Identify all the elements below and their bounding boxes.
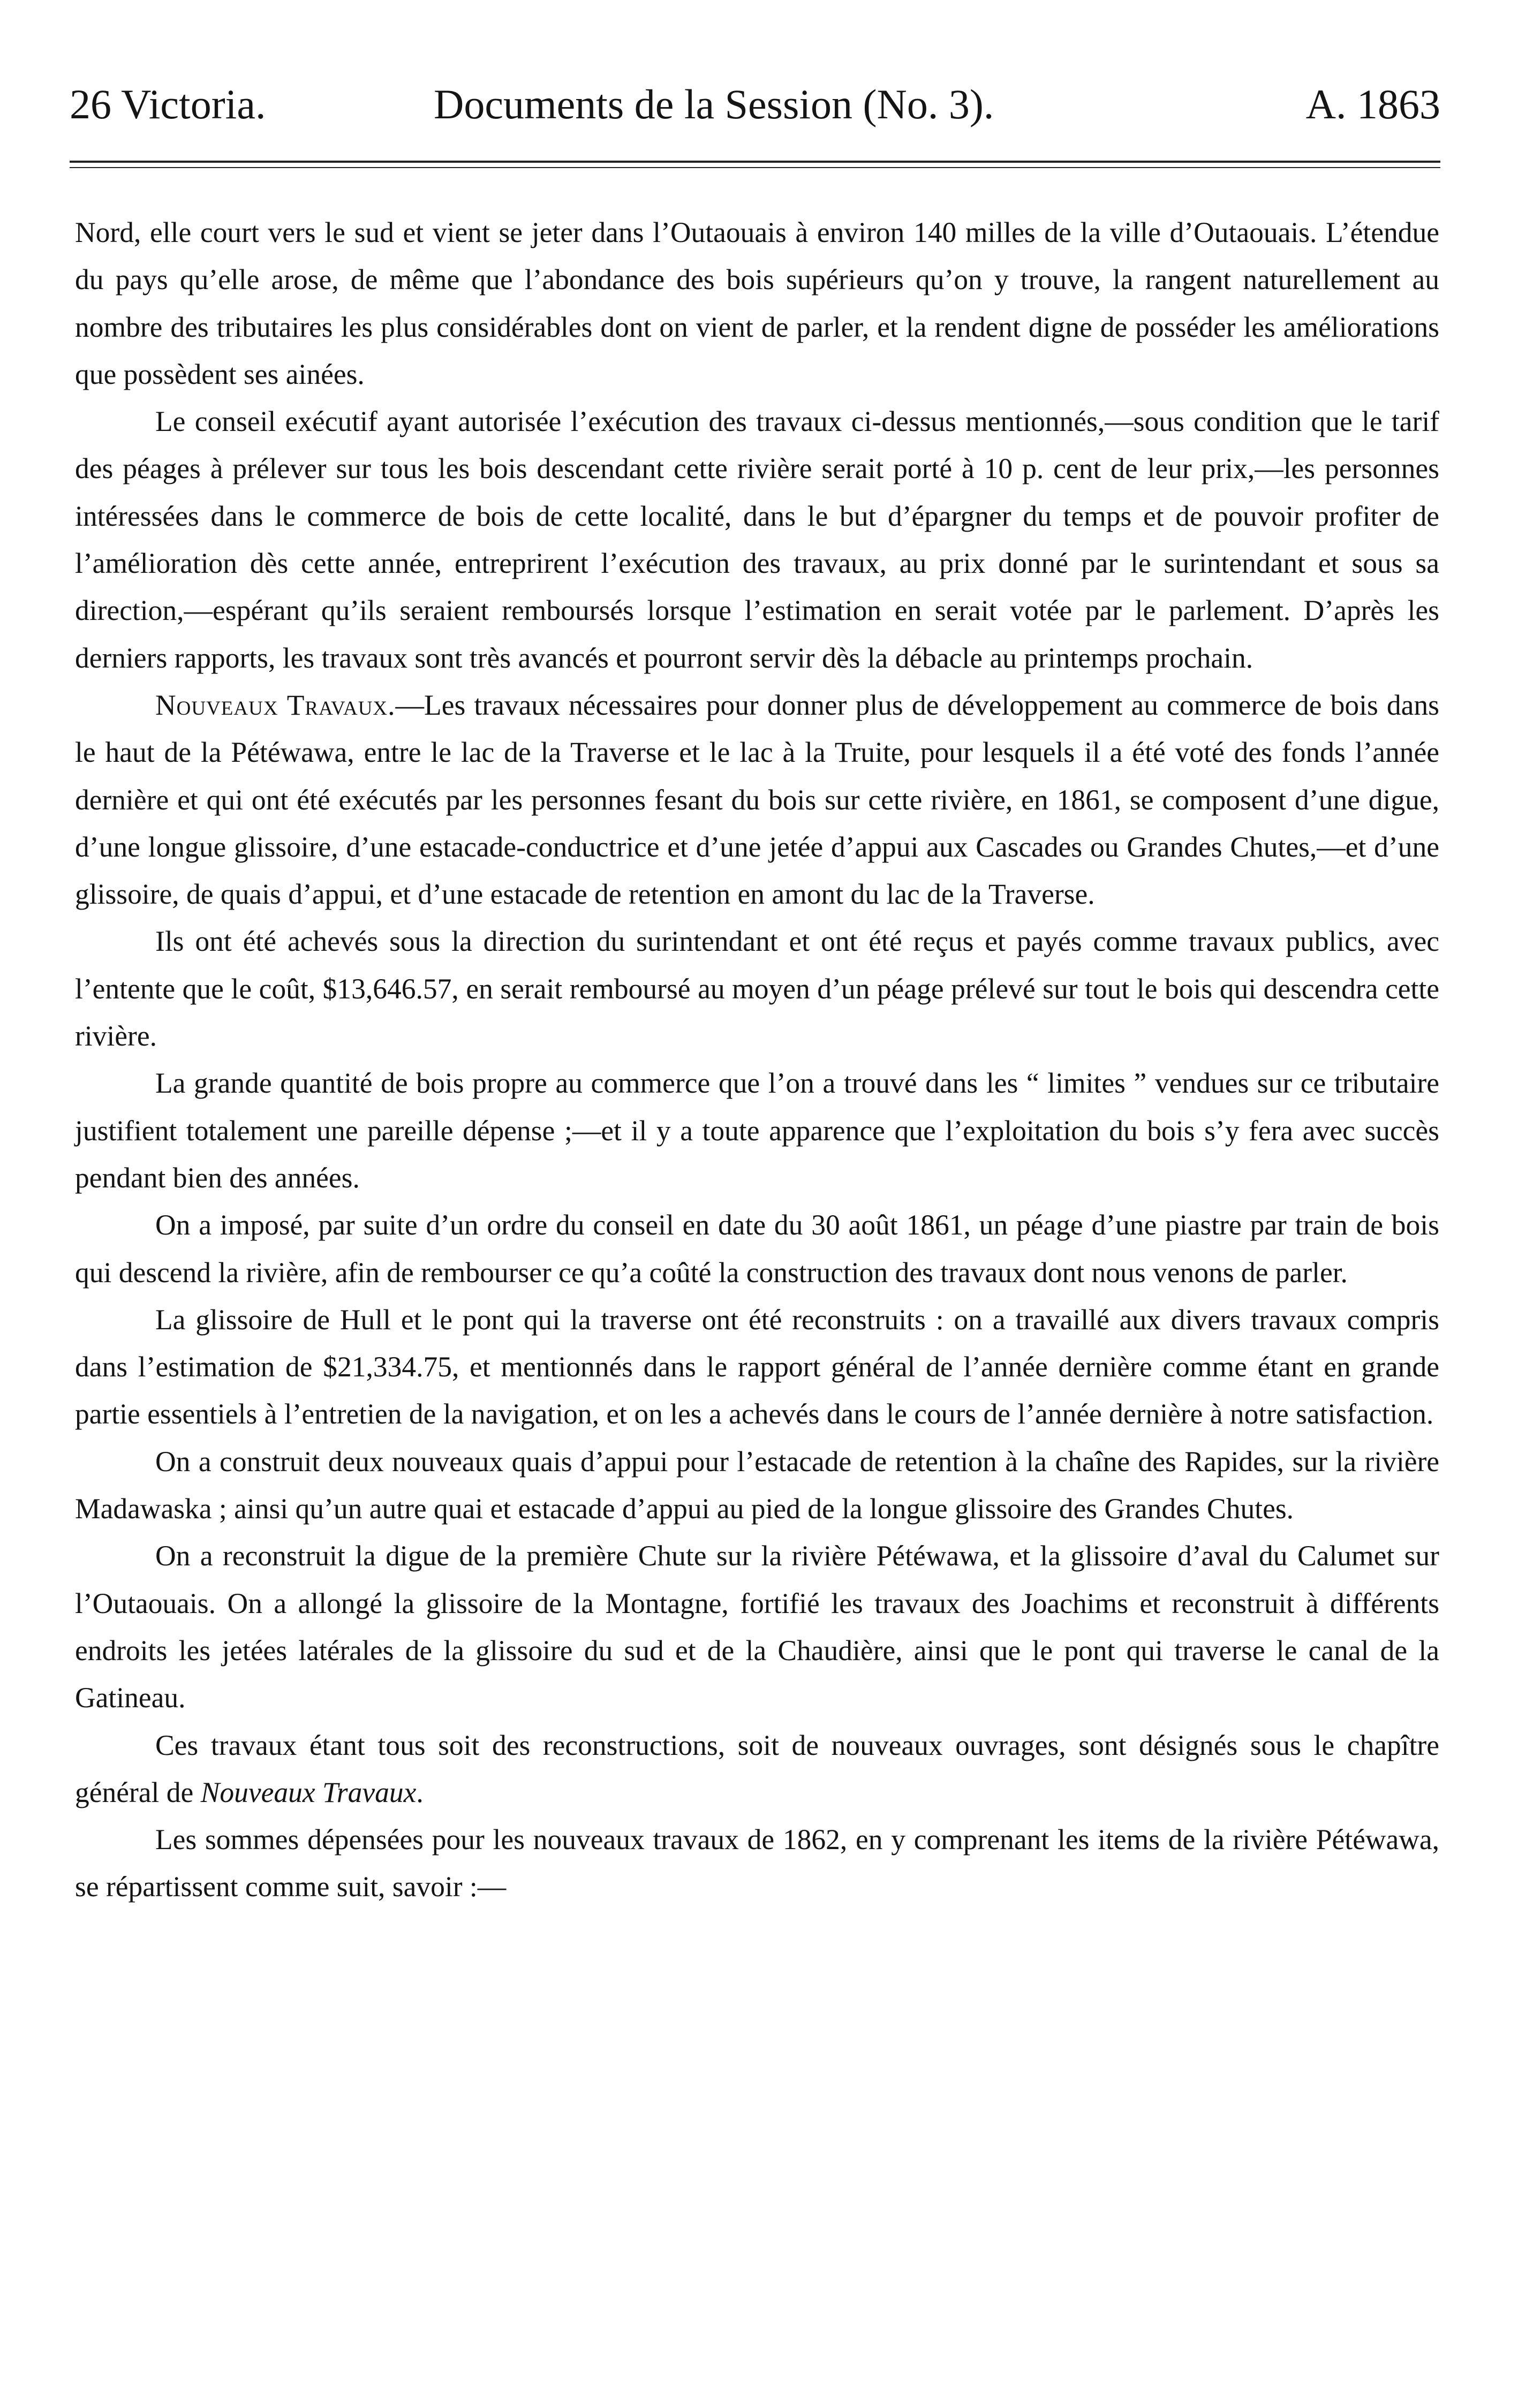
header-year: 26 Victoria. [70, 81, 266, 127]
running-header [70, 80, 1440, 139]
header-title: Documents de la Session (No. 3). [434, 81, 994, 127]
chapter-title: Nouveaux Travaux [200, 1776, 417, 1808]
paragraph-text: —Les travaux nécessaires pour donner plus de développement au commerce de bois dans le haut de la Pétéwawa, entre le lac de la Traverse et le lac à la Truite, pour lesquels il a été voté des fonds l’année dernière et qui ont été exécutés par les personnes fesant du bois sur cette rivière, en 1861, se composent d’une digue, d’une longue glissoire, d’une estacade-conductrice et d’une jetée d’appui aux Cascades ou Grandes Chutes,—et d’une glissoire, de quais d’appui, et d’une estacade de retention en amont du lac de la Traverse. [75, 688, 1439, 911]
paragraph: On a reconstruit la digue de la première Chute sur la rivière Pétéwawa, et la glissoire d’aval du Calumet sur l’Outaouais. On a allongé la glissoire de la Montagne, fortifié les travaux des Joachims et reconstruit à différents endroits les jetées latérales de la glissoire du sud et de la Chaudière, ainsi que le pont qui traverse le canal de la Gatineau. [75, 1540, 1439, 1714]
paragraph: La grande quantité de bois propre au commerce que l’on a trouvé dans les “ limites ” vendues sur ce tributaire justifient totalement une pareille dépense ;—et il y a toute apparence que l’exploitation du bois s’y fera avec succès pendant bien des années. [75, 1067, 1439, 1194]
paragraph: On a imposé, par suite d’un ordre du conseil en date du 30 août 1861, un péage d’une piastre par train de bois qui descend la rivière, afin de rembourser ce qu’a coûté la construction des travaux dont nous venons de parler. [75, 1209, 1439, 1289]
paragraph: Les sommes dépensées pour les nouveaux travaux de 1862, en y comprenant les items de la rivière Pétéwawa, se répartissent comme suit, savoir :— [75, 1823, 1439, 1903]
paragraph: Nord, elle court vers le sud et vient se jeter dans l’Outaouais à environ 140 milles de la ville d’Outaouais. L’étendue du pays qu’elle arose, de même que l’abondance des bois supérieurs qu’on y trouve, la rangent naturellement au nombre des tributaires les plus considérables dont on vient de parler, et la rendent digne de posséder les améliorations que possèdent ses ainées. [75, 216, 1439, 390]
header-rule-bottom [70, 167, 1440, 168]
section-heading: Nouveaux Travaux. [155, 688, 396, 721]
period: . [416, 1776, 424, 1808]
paragraph-chapter [75, 1722, 1439, 1816]
body-text [75, 209, 1439, 1911]
paragraph: On a construit deux nouveaux quais d’appui pour l’estacade de retention à la chaîne des Rapides, sur la rivière Madawaska ; ainsi qu’un autre quai et estacade d’appui au pied de la longue glissoire des Grandes Chutes. [75, 1445, 1439, 1525]
header-page: A. 1863 [1305, 81, 1440, 127]
header-rule-top [70, 161, 1440, 163]
paragraph: Le conseil exécutif ayant autorisée l’exécution des travaux ci-dessus mentionnés,—sous condition que le tarif des péages à prélever sur tous les bois descendant cette rivière serait porté à 10 p. cent de leur prix,—les personnes intéressées dans le commerce de bois de cette localité, dans le but d’épargner du temps et de pouvoir profiter de l’amélioration dès cette année, entreprirent l’exécution des travaux, au prix donné par le surintendant et sous sa direction,—espérant qu’ils seraient remboursés lorsque l’estimation en serait votée par le parlement. D’après les derniers rapports, les travaux sont très avancés et pourront servir dès la débacle au printemps prochain. [75, 405, 1439, 674]
paragraph-nouveaux-travaux [75, 681, 1439, 918]
paragraph: La glissoire de Hull et le pont qui la traverse ont été reconstruits : on a travaillé aux divers travaux compris dans l’estimation de $21,334.75, et mentionnés dans le rapport général de l’année dernière comme étant en grande partie essentiels à l’entretien de la navigation, et on les a achevés dans le cours de l’année dernière à notre satisfaction. [75, 1303, 1439, 1430]
paragraph-text: Ces travaux étant tous soit des reconstructions, soit de nouveaux ouvrages, sont désignés sous le chapître général de [75, 1729, 1439, 1808]
paragraph: Ils ont été achevés sous la direction du surintendant et ont été reçus et payés comme travaux publics, avec l’entente que le coût, $13,646.57, en serait remboursé au moyen d’un péage prélevé sur tout le bois qui descendra cette rivière. [75, 925, 1439, 1052]
